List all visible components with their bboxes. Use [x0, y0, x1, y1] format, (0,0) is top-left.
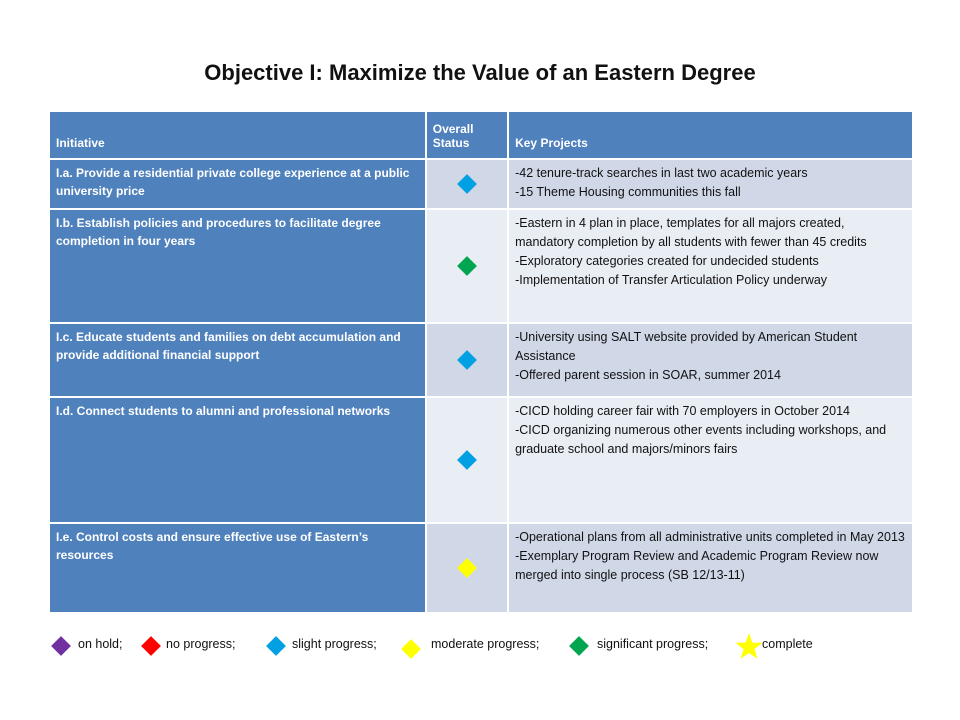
- legend-label: slight progress;: [292, 637, 377, 651]
- legend-label: moderate progress;: [431, 637, 540, 651]
- diamond-icon: [457, 558, 477, 578]
- complete-star-icon: [734, 632, 764, 662]
- status-cell: [427, 398, 507, 522]
- header-initiative: Initiative: [50, 112, 425, 158]
- status-cell: [427, 160, 507, 208]
- initiative-cell: I.d. Connect students to alumni and professional networks: [50, 398, 425, 522]
- star-shape: [735, 633, 762, 659]
- project-line: -CICD organizing numerous other events including workshops, and graduate school and majors/minors fairs: [515, 423, 887, 456]
- significant-progress-diamond-icon: [569, 636, 589, 656]
- table-row: [50, 210, 912, 322]
- project-line: -Offered parent session in SOAR, summer 2014: [515, 368, 781, 382]
- project-line: -Exploratory categories created for undecided students: [515, 254, 819, 268]
- initiative-cell: I.c. Educate students and families on debt accumulation and provide additional financial support: [50, 324, 425, 396]
- project-line: -Exemplary Program Review and Academic Program Review now merged into single process (SB 12/13-11): [515, 549, 879, 582]
- status-cell: [427, 210, 507, 322]
- no-progress-diamond-icon: [141, 636, 161, 656]
- initiative-cell: I.a. Provide a residential private college experience at a public university price: [50, 160, 425, 208]
- status-legend: [52, 632, 912, 662]
- slight-progress-diamond-icon: [266, 636, 286, 656]
- project-line: -Implementation of Transfer Articulation Policy underway: [515, 273, 828, 287]
- projects-cell: [509, 324, 912, 396]
- table-row: [50, 398, 912, 522]
- projects-cell: [509, 524, 912, 612]
- table-row: [50, 324, 912, 396]
- objective-status-table: [48, 110, 914, 614]
- project-line: -42 tenure-track searches in last two academic years: [515, 166, 808, 180]
- table-row: [50, 524, 912, 612]
- diamond-icon: [457, 256, 477, 276]
- legend-label: complete: [762, 637, 813, 651]
- project-line: -15 Theme Housing communities this fall: [515, 185, 741, 199]
- page-title: Objective I: Maximize the Value of an Eastern Degree: [204, 60, 756, 85]
- table-header-row: [50, 112, 912, 158]
- projects-cell: [509, 398, 912, 522]
- status-cell: [427, 324, 507, 396]
- diamond-icon: [457, 174, 477, 194]
- legend-label: on hold;: [78, 637, 123, 651]
- header-status-line2: Status: [432, 136, 470, 150]
- initiative-cell: I.b. Establish policies and procedures to facilitate degree completion in four years: [50, 210, 425, 322]
- status-cell: [427, 524, 507, 612]
- projects-cell: [509, 160, 912, 208]
- project-line: -Operational plans from all administrative units completed in May 2013: [515, 530, 905, 544]
- header-status-line1: Overall: [432, 122, 474, 136]
- legend-label: no progress;: [166, 637, 236, 651]
- diamond-icon: [457, 350, 477, 370]
- project-line: -Eastern in 4 plan in place, templates for all majors created, mandatory completion by all students with fewer than 45 credits: [515, 216, 867, 249]
- project-line: -University using SALT website provided by American Student Assistance: [515, 330, 858, 363]
- initiative-cell: I.e. Control costs and ensure effective use of Eastern’s resources: [50, 524, 425, 612]
- header-key-projects: Key Projects: [509, 112, 912, 158]
- project-line: -CICD holding career fair with 70 employers in October 2014: [515, 404, 850, 418]
- table-row: [50, 160, 912, 208]
- on-hold-diamond-icon: [51, 636, 71, 656]
- header-overall-status: [427, 112, 507, 158]
- moderate-progress-diamond-icon: [401, 639, 421, 659]
- diamond-icon: [457, 450, 477, 470]
- projects-cell: [509, 210, 912, 322]
- legend-label: significant progress;: [597, 637, 709, 651]
